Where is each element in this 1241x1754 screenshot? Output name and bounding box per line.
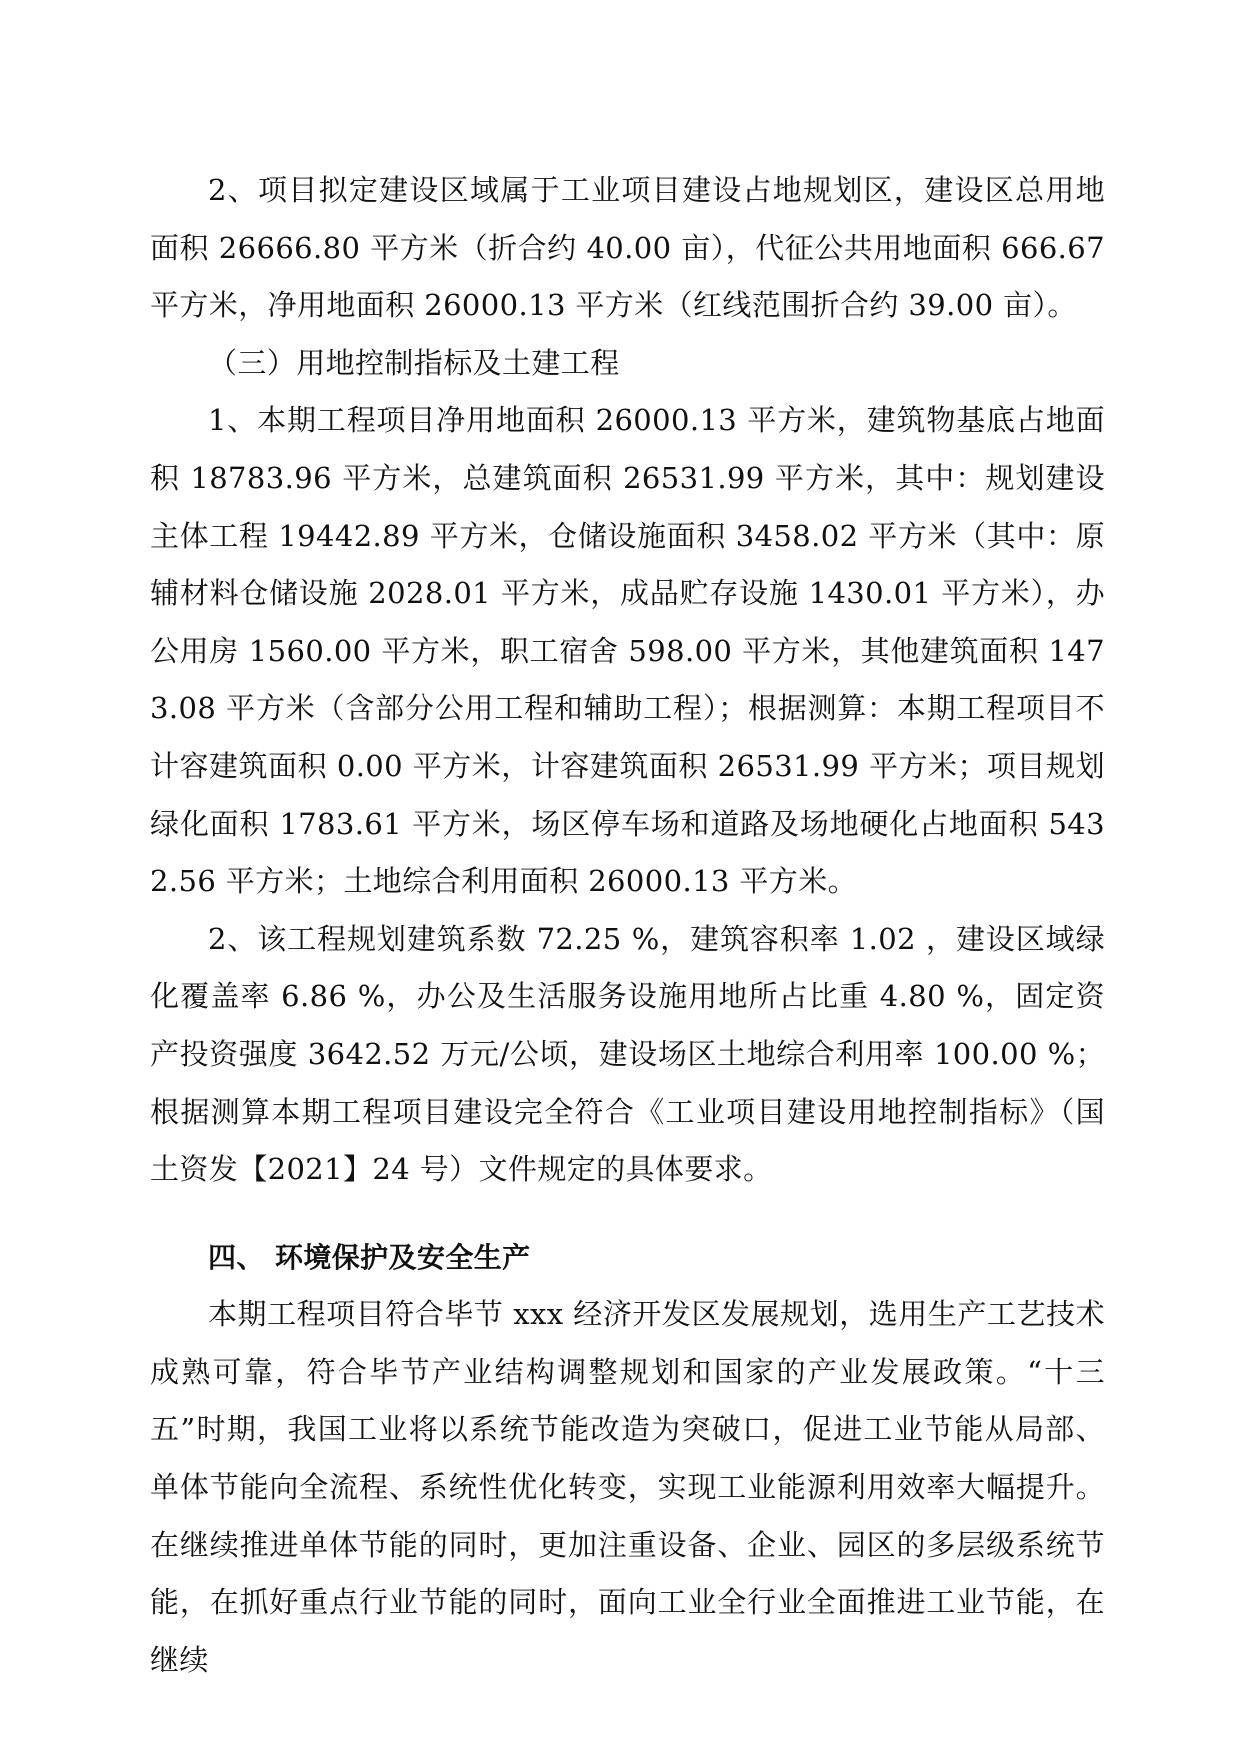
paragraph-building-areas: 1、本期工程项目净用地面积 26000.13 平方米，建筑物基底占地面积 18783.96 平方米，总建筑面积 26531.99 平方米，其中：规划建设主体工程 19442.89 平方米，仓储设施面积 3458.02 平方米（其中：原辅材料仓储设施 2028.01 平方米，成品贮存设施 1430.01 平方米），办公用房 1560.00 平方米，职工宿舍 598.00 平方米，其他建筑面积 1473.08 平方米（含部分公用工程和辅助工程）；根据测算：本期工程项目不计容建筑面积 0.00 平方米，计容建筑面积 26531.99 平方米；项目规划绿化面积 1783.61 平方米，场区停车场和道路及场地硬化占地面积 5432.56 平方米；土地综合利用面积 26000.13 平方米。	[150, 403, 1105, 899]
document-body	[150, 162, 1105, 1689]
paragraph-control-indicators: 2、该工程规划建筑系数 72.25 %，建筑容积率 1.02 ，建设区域绿化覆盖率 6.86 %，办公及生活服务设施用地所占比重 4.80 %，固定资产投资强度 3642.52 万元/公顷，建设场区土地综合利用率 100.00 %；根据测算本期工程项目建设完全符合《工业项目建设用地控制指标》（国土资发【2021】24 号）文件规定的具体要求。	[150, 921, 1105, 1187]
paragraph-land-area: 2、项目拟定建设区域属于工业项目建设占地规划区，建设区总用地面积 26666.80 平方米（折合约 40.00 亩），代征公共用地面积 666.67 平方米，净用地面积 26000.13 平方米（红线范围折合约 39.00 亩）。	[150, 173, 1105, 323]
paragraph-environment: 本期工程项目符合毕节 xxx 经济开发区发展规划，选用生产工艺技术成熟可靠，符合毕节产业结构调整规划和国家的产业发展政策。“十三五”时期，我国工业将以系统节能改造为突破口，促进工业节能从局部、单体节能向全流程、系统性优化转变，实现工业能源利用效率大幅提升。在继续推进单体节能的同时，更加注重设备、企业、园区的多层级系统节能，在抓好重点行业节能的同时，面向工业全行业全面推进工业节能，在继续	[150, 1297, 1105, 1677]
section-heading-environment-safety: 四、 环境保护及安全生产	[208, 1240, 531, 1274]
subsection-title-land-control: （三）用地控制指标及土建工程	[208, 345, 620, 380]
